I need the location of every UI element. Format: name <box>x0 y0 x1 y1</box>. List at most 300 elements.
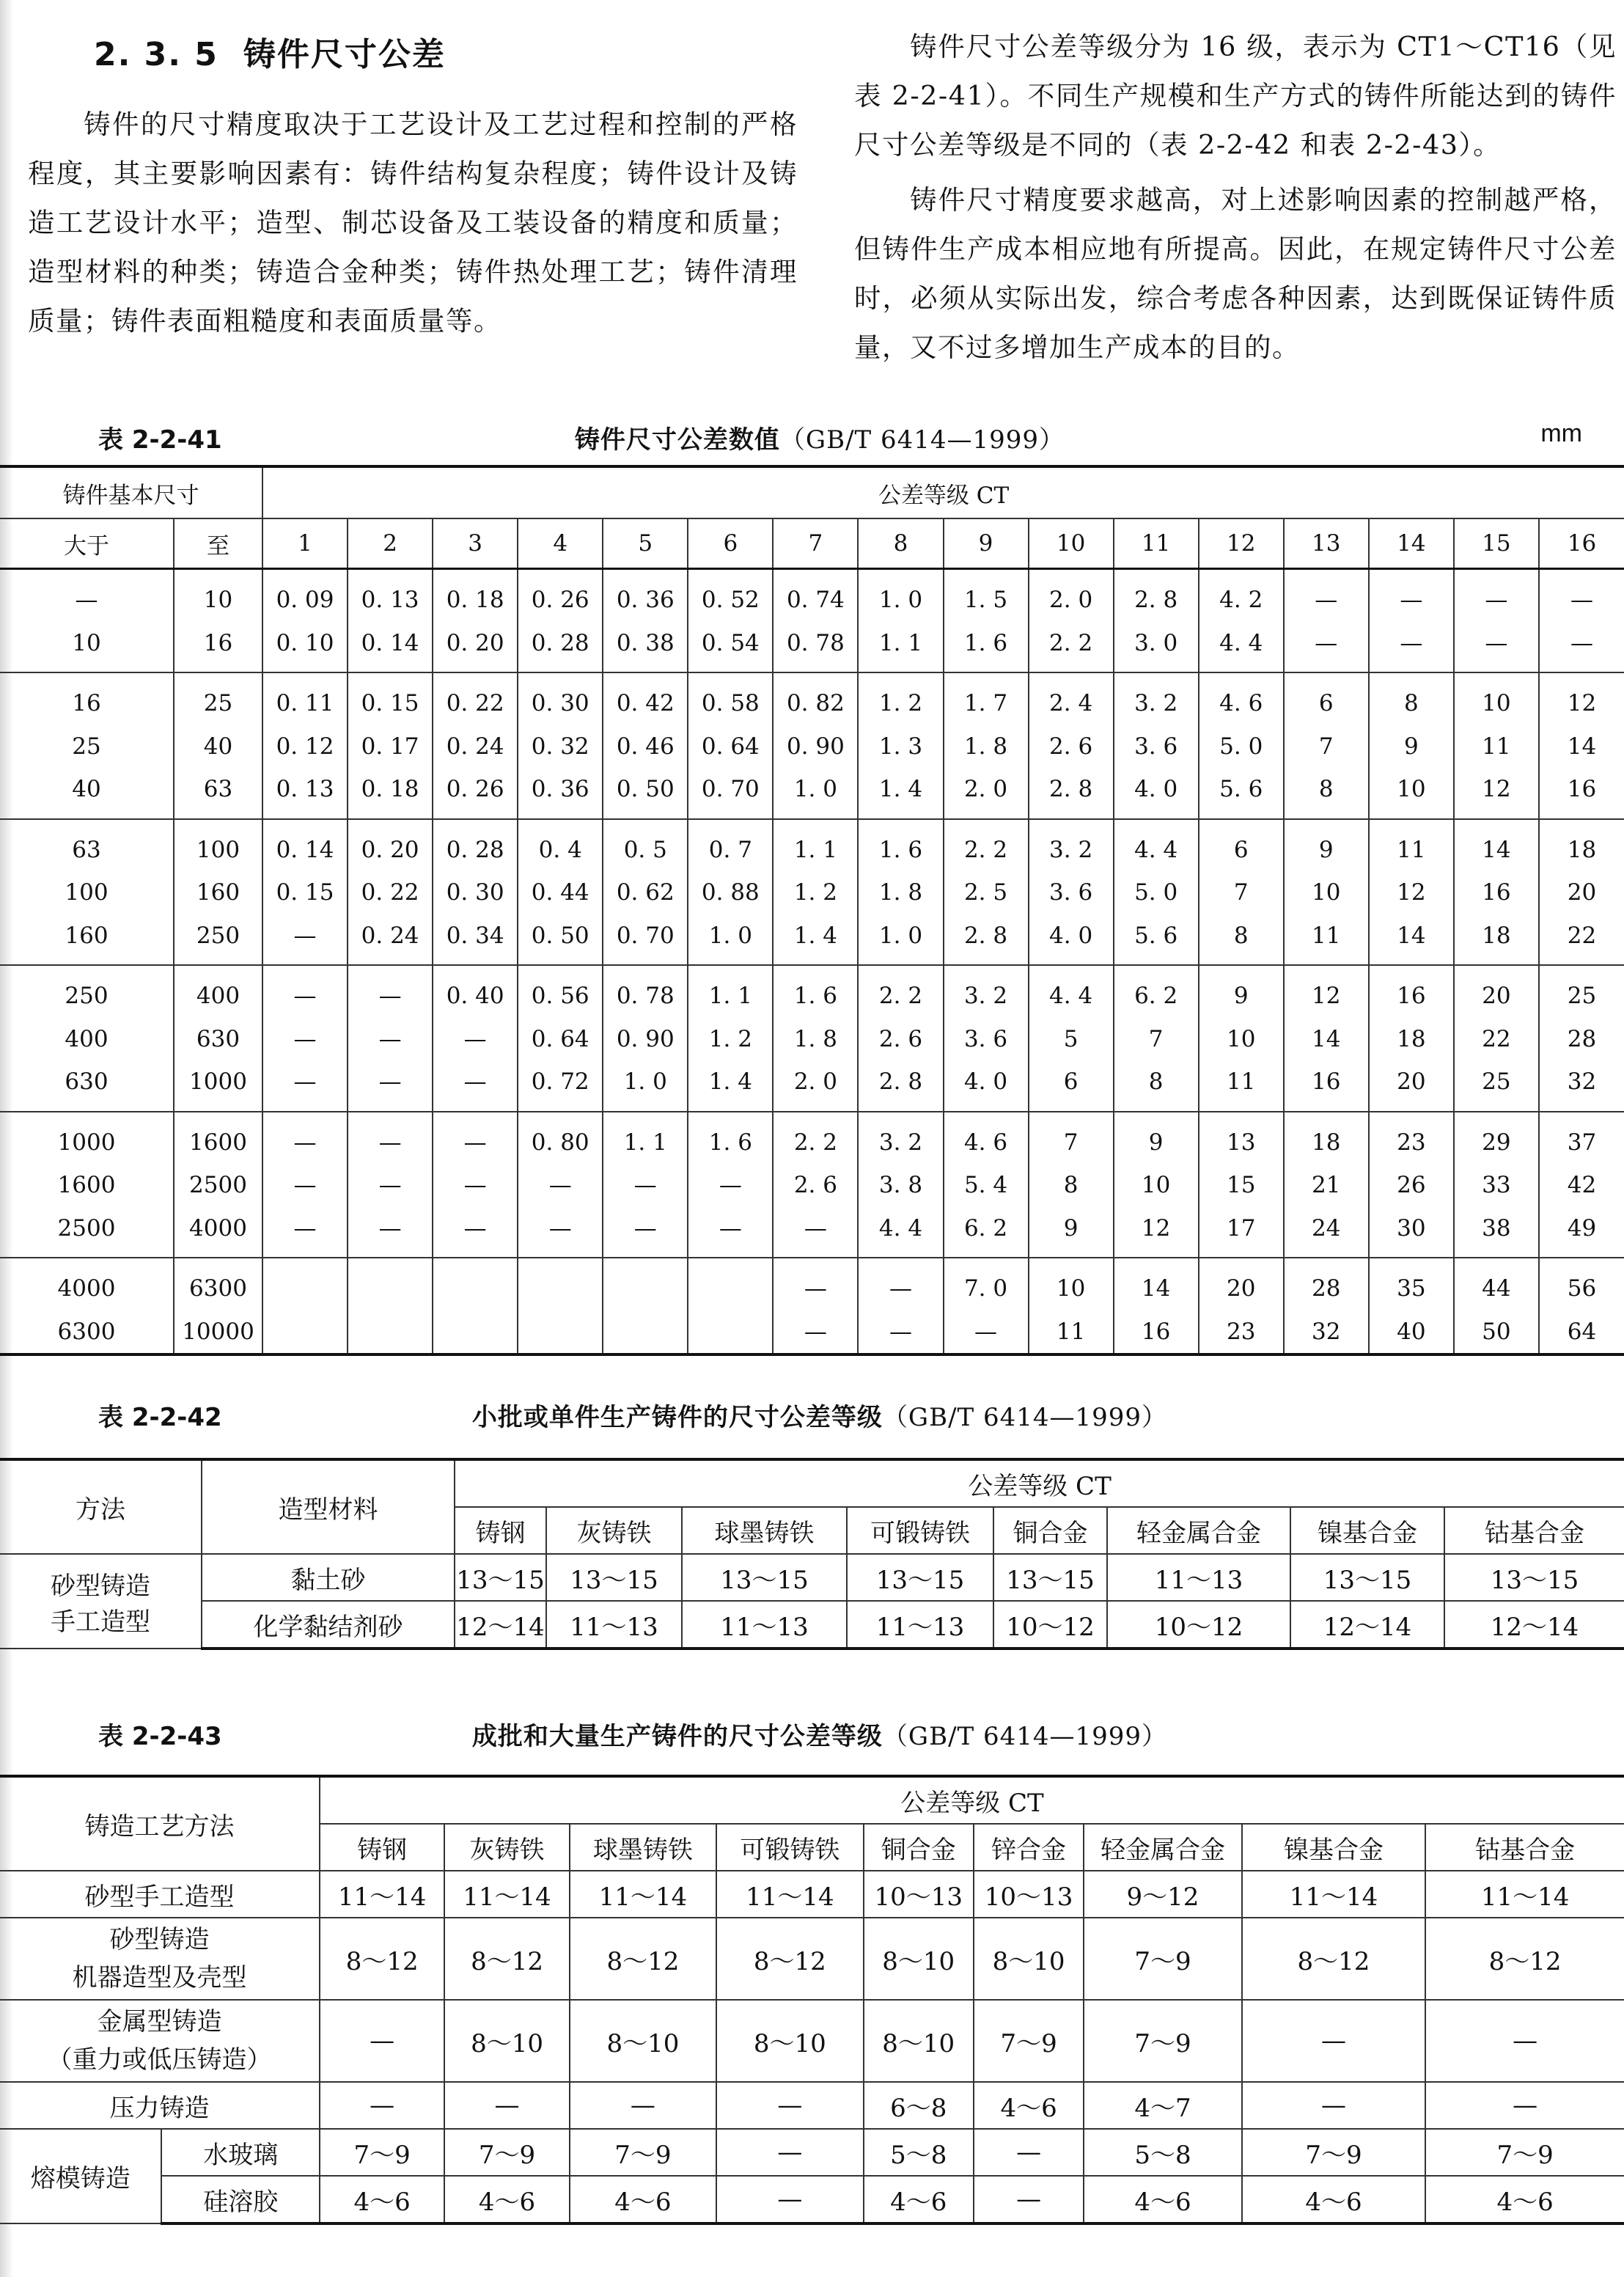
grade-range-cell: 7～9 <box>444 2129 569 2176</box>
tolerance-cell: — <box>348 965 433 1018</box>
alloy-header: 灰铸铁 <box>444 1824 569 1871</box>
grade-range-cell: — <box>320 2082 444 2129</box>
grade-range-cell: — <box>444 2082 569 2129</box>
section-number: 2. 3. 5 <box>94 36 218 73</box>
tolerance-cell: — <box>1284 622 1369 673</box>
data-row <box>0 819 1624 872</box>
tolerance-cell: 21 <box>1284 1164 1369 1207</box>
tolerance-cell: — <box>433 1018 518 1061</box>
tolerance-cell: 14 <box>1114 1258 1199 1310</box>
grade-range-cell: 5～8 <box>1084 2129 1241 2176</box>
size-from-cell: 16 <box>72 690 101 717</box>
binder-cell: 硅溶胶 <box>161 2176 319 2223</box>
right-paragraph-1: 铸件尺寸公差等级分为 16 级，表示为 CT1～CT16（见表 2-2-41）。不同生产规模和生产方式的铸件所能达到的铸件尺寸公差等级是不同的（表 2-2-42 和表 2-2-43）。 <box>854 31 1617 161</box>
grade-header: 3 <box>433 518 518 569</box>
tolerance-cell: 0. 24 <box>433 725 518 769</box>
grade-range-cell: — <box>974 2176 1084 2223</box>
tolerance-cell: 1. 6 <box>773 965 858 1018</box>
size-to-cell: 10000 <box>174 1310 262 1355</box>
column-header-from: 大于 <box>0 518 174 569</box>
tolerance-cell: 4. 0 <box>944 1060 1029 1112</box>
alloy-header: 镍基合金 <box>1242 1824 1426 1871</box>
tolerance-cell: — <box>773 1258 858 1310</box>
tolerance-cell: 18 <box>1284 1112 1369 1165</box>
tolerance-cell: 16 <box>1369 965 1454 1018</box>
tolerance-cell: 3. 6 <box>1029 871 1114 914</box>
tolerance-cell: 25 <box>1539 965 1624 1018</box>
tolerance-cell: 0. 4 <box>518 819 603 872</box>
table-42 <box>0 1458 1624 1650</box>
tolerance-cell: 3. 6 <box>1114 725 1199 769</box>
tolerance-cell: 0. 24 <box>348 914 433 966</box>
grade-range-cell: 8～10 <box>864 1918 974 2000</box>
tolerance-cell: — <box>1539 622 1624 673</box>
tolerance-cell: — <box>262 1164 348 1207</box>
tolerance-cell: 9 <box>1029 1207 1114 1258</box>
tolerance-cell: 2. 2 <box>773 1112 858 1165</box>
tolerance-cell: 37 <box>1539 1112 1624 1165</box>
column-header-method: 方法 <box>0 1459 202 1554</box>
grade-range-cell: — <box>570 2082 716 2129</box>
grade-range-cell: 13～15 <box>1290 1554 1444 1601</box>
tolerance-cell: 0. 14 <box>348 622 433 673</box>
tolerance-cell: 7 <box>1284 725 1369 769</box>
tolerance-cell: 32 <box>1539 1060 1624 1112</box>
tolerance-cell: 28 <box>1284 1258 1369 1310</box>
grade-header: 9 <box>944 518 1029 569</box>
data-row <box>0 1018 1624 1061</box>
method-cell: 砂型铸造 手工造型 <box>0 1554 202 1649</box>
size-from-cell: 6300 <box>0 1310 174 1355</box>
grade-header: 4 <box>518 518 603 569</box>
tolerance-cell: 8 <box>1369 672 1454 725</box>
tolerance-cell: 0. 11 <box>262 672 348 725</box>
grade-range-cell: 10～13 <box>974 1871 1084 1918</box>
column-header-method: 铸造工艺方法 <box>0 1776 320 1871</box>
tolerance-cell: — <box>348 1112 433 1165</box>
table-41-unit: mm <box>1540 419 1582 447</box>
table-41-number: 表 2-2-41 <box>98 425 222 455</box>
column-header-material: 造型材料 <box>202 1459 455 1554</box>
tolerance-cell: 1. 2 <box>688 1018 773 1061</box>
table-43 <box>0 1775 1624 2225</box>
alloy-header: 球墨铸铁 <box>570 1824 716 1871</box>
size-to-cell: 4000 <box>174 1207 262 1258</box>
column-header-to: 至 <box>174 518 262 569</box>
tolerance-cell: 1. 0 <box>858 569 943 622</box>
size-from-cell: — <box>75 587 98 614</box>
tolerance-cell: 5. 4 <box>944 1164 1029 1207</box>
material-cell: 化学黏结剂砂 <box>202 1601 455 1649</box>
tolerance-cell: 2. 0 <box>773 1060 858 1112</box>
size-to-cell: 250 <box>174 914 262 966</box>
size-to-cell: 63 <box>174 768 262 819</box>
investment-casting-cell: 熔模铸造 <box>0 2129 161 2223</box>
tolerance-cell: 0. 90 <box>773 725 858 769</box>
size-from-cell: 4000 <box>57 1275 116 1302</box>
grade-range-cell: 7～9 <box>1425 2129 1624 2176</box>
data-row <box>0 1918 1624 2000</box>
grade-range-cell: — <box>716 2129 863 2176</box>
tolerance-cell: 0. 15 <box>348 672 433 725</box>
grade-range-cell: 8～10 <box>974 1918 1084 2000</box>
size-to-cell: 16 <box>174 622 262 673</box>
table-41-title: 铸件尺寸公差数值（GB/T 6414—1999） <box>574 425 1065 455</box>
data-row <box>0 914 1624 966</box>
data-row <box>0 1601 1624 1649</box>
tolerance-cell: — <box>1369 622 1454 673</box>
data-row <box>0 2129 1624 2176</box>
tolerance-cell: — <box>262 1018 348 1061</box>
tolerance-cell: — <box>688 1207 773 1258</box>
tolerance-cell: 0. 70 <box>603 914 688 966</box>
grade-header: 2 <box>348 518 433 569</box>
tolerance-cell: 24 <box>1284 1207 1369 1258</box>
tolerance-cell: — <box>348 1018 433 1061</box>
tolerance-cell: — <box>858 1258 943 1310</box>
tolerance-cell: 11 <box>1454 725 1539 769</box>
tolerance-cell: 56 <box>1539 1258 1624 1310</box>
grade-range-cell: 10～12 <box>993 1601 1107 1649</box>
tolerance-cell: 0. 52 <box>688 569 773 622</box>
tolerance-cell: 1. 2 <box>773 871 858 914</box>
size-from-cell: 250 <box>65 983 109 1010</box>
grade-header: 12 <box>1199 518 1284 569</box>
tolerance-cell: 50 <box>1454 1310 1539 1355</box>
data-row <box>0 871 1624 914</box>
grade-range-cell: 11～14 <box>320 1871 444 1918</box>
table-41-header-row <box>0 466 1624 518</box>
tolerance-cell <box>433 1310 518 1355</box>
tolerance-cell: 0. 22 <box>348 871 433 914</box>
tolerance-cell: — <box>262 1112 348 1165</box>
tolerance-cell: 6 <box>1199 819 1284 872</box>
grade-range-cell: 8～12 <box>1242 1918 1426 2000</box>
table-42-title: 小批或单件生产铸件的尺寸公差等级（GB/T 6414—1999） <box>471 1403 1168 1432</box>
grade-header: 7 <box>773 518 858 569</box>
grade-range-cell: 4～6 <box>974 2082 1084 2129</box>
tolerance-cell: 22 <box>1454 1018 1539 1061</box>
tolerance-cell: 0. 42 <box>603 672 688 725</box>
data-row <box>0 1164 1624 1207</box>
tolerance-cell: 10 <box>1029 1258 1114 1310</box>
tolerance-cell: 0. 36 <box>518 768 603 819</box>
data-row <box>0 622 1624 673</box>
tolerance-cell: 4. 0 <box>1114 768 1199 819</box>
right-column <box>854 22 1617 372</box>
size-to-cell: 10 <box>174 569 262 622</box>
tolerance-cell: 7. 0 <box>944 1258 1029 1310</box>
grade-range-cell: 7～9 <box>320 2129 444 2176</box>
tolerance-cell: 4. 6 <box>1199 672 1284 725</box>
grade-range-cell: — <box>1242 2000 1426 2082</box>
tolerance-cell: 20 <box>1539 871 1624 914</box>
tolerance-cell: 0. 50 <box>603 768 688 819</box>
tolerance-cell: 64 <box>1539 1310 1624 1355</box>
tolerance-cell: 0. 15 <box>262 871 348 914</box>
tolerance-cell: 0. 72 <box>518 1060 603 1112</box>
grade-range-cell: 4～6 <box>864 2176 974 2223</box>
tolerance-cell: 0. 17 <box>348 725 433 769</box>
tolerance-cell: 26 <box>1369 1164 1454 1207</box>
grade-range-cell: 4～7 <box>1084 2082 1241 2129</box>
alloy-header: 可锻铸铁 <box>716 1824 863 1871</box>
tolerance-cell <box>688 1310 773 1355</box>
alloy-header: 灰铸铁 <box>546 1507 682 1554</box>
grade-range-cell: 4～6 <box>570 2176 716 2223</box>
tolerance-cell: 1. 7 <box>944 672 1029 725</box>
tolerance-cell: — <box>1369 569 1454 622</box>
tolerance-cell: — <box>348 1060 433 1112</box>
tolerance-cell: 18 <box>1369 1018 1454 1061</box>
tolerance-cell: 12 <box>1284 965 1369 1018</box>
grade-range-cell: — <box>1242 2082 1426 2129</box>
tolerance-cell: 16 <box>1539 768 1624 819</box>
tolerance-cell: 2. 2 <box>944 819 1029 872</box>
tolerance-cell: 38 <box>1454 1207 1539 1258</box>
grade-range-cell: 9～12 <box>1084 1871 1241 1918</box>
grade-range-cell: 8～10 <box>570 2000 716 2082</box>
grade-range-cell: 10～13 <box>864 1871 974 1918</box>
tolerance-cell: 23 <box>1199 1310 1284 1355</box>
tolerance-cell: 12 <box>1454 768 1539 819</box>
tolerance-cell: 0. 58 <box>688 672 773 725</box>
tolerance-cell: — <box>262 965 348 1018</box>
tolerance-cell: 4. 2 <box>1199 569 1284 622</box>
alloy-header: 轻金属合金 <box>1084 1824 1241 1871</box>
column-header-grade: 公差等级 CT <box>320 1776 1624 1824</box>
tolerance-cell: 0. 14 <box>262 819 348 872</box>
tolerance-cell: 7 <box>1029 1112 1114 1165</box>
data-row <box>0 1207 1624 1258</box>
tolerance-cell: 20 <box>1454 965 1539 1018</box>
tolerance-cell: 1. 5 <box>944 569 1029 622</box>
tolerance-cell: 20 <box>1199 1258 1284 1310</box>
tolerance-cell: 1. 1 <box>858 622 943 673</box>
tolerance-cell: — <box>1284 569 1369 622</box>
tolerance-cell <box>348 1310 433 1355</box>
grade-range-cell: 11～14 <box>444 1871 569 1918</box>
tolerance-cell: 23 <box>1369 1112 1454 1165</box>
tolerance-cell: 0. 18 <box>433 569 518 622</box>
tolerance-cell: 12 <box>1539 672 1624 725</box>
grade-range-cell: 11～14 <box>1425 1871 1624 1918</box>
tolerance-cell: — <box>1539 569 1624 622</box>
data-row <box>0 1871 1624 1918</box>
table-43-header-row <box>0 1776 1624 1824</box>
tolerance-cell <box>603 1310 688 1355</box>
tolerance-cell: 0. 26 <box>518 569 603 622</box>
size-to-cell: 100 <box>174 819 262 872</box>
tolerance-cell: 0. 82 <box>773 672 858 725</box>
tolerance-cell: 0. 70 <box>688 768 773 819</box>
tolerance-cell: 10 <box>1284 871 1369 914</box>
material-cell: 黏土砂 <box>202 1554 455 1601</box>
tolerance-cell: 17 <box>1199 1207 1284 1258</box>
tolerance-cell: 18 <box>1454 914 1539 966</box>
tolerance-cell: 6. 2 <box>1114 965 1199 1018</box>
tolerance-cell: — <box>433 1164 518 1207</box>
grade-range-cell: — <box>974 2129 1084 2176</box>
tolerance-cell: 0. 12 <box>262 725 348 769</box>
tolerance-cell: 6 <box>1284 672 1369 725</box>
grade-header: 16 <box>1539 518 1624 569</box>
size-from-cell: 63 <box>72 836 101 863</box>
tolerance-cell: 5. 0 <box>1114 871 1199 914</box>
tolerance-cell: 11 <box>1369 819 1454 872</box>
tolerance-cell: 0. 54 <box>688 622 773 673</box>
table-41 <box>0 465 1624 1356</box>
grade-range-cell: — <box>716 2082 863 2129</box>
tolerance-cell <box>348 1258 433 1310</box>
tolerance-cell: 1. 4 <box>773 914 858 966</box>
tolerance-cell: — <box>262 1060 348 1112</box>
tolerance-cell: 10 <box>1114 1164 1199 1207</box>
grade-range-cell: 5～8 <box>864 2129 974 2176</box>
tolerance-cell: 0. 50 <box>518 914 603 966</box>
tolerance-cell: — <box>433 1112 518 1165</box>
grade-header: 6 <box>688 518 773 569</box>
tolerance-cell: 0. 09 <box>262 569 348 622</box>
alloy-header: 铸钢 <box>320 1824 444 1871</box>
size-to-cell: 1000 <box>174 1060 262 1112</box>
tolerance-cell: 1. 0 <box>688 914 773 966</box>
tolerance-cell <box>262 1258 348 1310</box>
size-from-cell: 40 <box>0 768 174 819</box>
grade-range-cell: 11～14 <box>570 1871 716 1918</box>
tolerance-cell: 6. 2 <box>944 1207 1029 1258</box>
tolerance-cell: 1. 8 <box>773 1018 858 1061</box>
tolerance-cell: 4. 4 <box>1199 622 1284 673</box>
tolerance-cell: 9 <box>1284 819 1369 872</box>
tolerance-cell: 25 <box>1454 1060 1539 1112</box>
grade-header: 5 <box>603 518 688 569</box>
data-row <box>0 672 1624 725</box>
tolerance-cell: 2. 8 <box>944 914 1029 966</box>
tolerance-cell: 2. 8 <box>858 1060 943 1112</box>
tolerance-cell: 1. 8 <box>944 725 1029 769</box>
tolerance-cell: 0. 62 <box>603 871 688 914</box>
method-cell: 压力铸造 <box>0 2082 320 2129</box>
tolerance-cell: 0. 18 <box>348 768 433 819</box>
data-row <box>0 2176 1624 2223</box>
tolerance-cell: 0. 13 <box>348 569 433 622</box>
tolerance-cell: 6 <box>1029 1060 1114 1112</box>
data-row <box>0 1554 1624 1601</box>
table-43-number: 表 2-2-43 <box>98 1722 222 1751</box>
tolerance-cell <box>603 1258 688 1310</box>
method-cell: 金属型铸造 （重力或低压铸造） <box>0 2000 320 2082</box>
tolerance-cell: 4. 0 <box>1029 914 1114 966</box>
size-to-cell: 6300 <box>174 1258 262 1310</box>
tolerance-cell: 40 <box>1369 1310 1454 1355</box>
tolerance-cell: 1. 4 <box>688 1060 773 1112</box>
tolerance-cell: 1. 6 <box>688 1112 773 1165</box>
tolerance-cell: 0. 88 <box>688 871 773 914</box>
grade-range-cell: 8～12 <box>320 1918 444 2000</box>
tolerance-cell: 29 <box>1454 1112 1539 1165</box>
tolerance-cell: 44 <box>1454 1258 1539 1310</box>
tolerance-cell: — <box>433 1207 518 1258</box>
tolerance-cell: — <box>348 1207 433 1258</box>
section-heading <box>94 28 798 75</box>
tolerance-cell: 8 <box>1114 1060 1199 1112</box>
tolerance-cell: 3. 2 <box>1114 672 1199 725</box>
tolerance-cell: — <box>262 1207 348 1258</box>
tolerance-cell: 0. 20 <box>433 622 518 673</box>
grade-range-cell: 11～13 <box>847 1601 993 1649</box>
grade-range-cell: 11～13 <box>682 1601 847 1649</box>
tolerance-cell: 10 <box>1454 672 1539 725</box>
tolerance-cell: 0. 74 <box>773 569 858 622</box>
tolerance-cell: 2. 8 <box>1029 768 1114 819</box>
column-header-grade: 公差等级 CT <box>455 1459 1624 1507</box>
tolerance-cell: 0. 7 <box>688 819 773 872</box>
grade-range-cell: 13～15 <box>455 1554 546 1601</box>
tolerance-cell: 0. 36 <box>603 569 688 622</box>
tolerance-cell: 3. 6 <box>944 1018 1029 1061</box>
alloy-header: 铸钢 <box>455 1507 546 1554</box>
table-42-header-row <box>0 1459 1624 1507</box>
tolerance-cell: 1. 6 <box>944 622 1029 673</box>
grade-header: 15 <box>1454 518 1539 569</box>
tolerance-cell: 18 <box>1539 819 1624 872</box>
tolerance-cell: 7 <box>1199 871 1284 914</box>
tolerance-cell: — <box>603 1207 688 1258</box>
tolerance-cell: 0. 64 <box>518 1018 603 1061</box>
tolerance-cell: 35 <box>1369 1258 1454 1310</box>
size-to-cell: 630 <box>174 1018 262 1061</box>
size-to-cell: 160 <box>174 871 262 914</box>
tolerance-cell: 2. 2 <box>1029 622 1114 673</box>
tolerance-cell: 14 <box>1284 1018 1369 1061</box>
tolerance-cell: 8 <box>1284 768 1369 819</box>
alloy-header: 轻金属合金 <box>1107 1507 1290 1554</box>
tolerance-cell: — <box>1454 569 1539 622</box>
tolerance-cell: 4. 4 <box>858 1207 943 1258</box>
tolerance-cell: — <box>518 1164 603 1207</box>
tolerance-cell: — <box>688 1164 773 1207</box>
tolerance-cell <box>518 1258 603 1310</box>
alloy-header: 镍基合金 <box>1290 1507 1444 1554</box>
grade-range-cell: — <box>320 2000 444 2082</box>
size-to-cell: 400 <box>174 965 262 1018</box>
tolerance-cell: 1. 1 <box>603 1112 688 1165</box>
size-from-cell: 400 <box>65 1025 109 1052</box>
method-cell: 砂型手工造型 <box>0 1871 320 1918</box>
grade-range-cell: 4～6 <box>1425 2176 1624 2223</box>
alloy-header: 钴基合金 <box>1444 1507 1624 1554</box>
grade-range-cell: 8～10 <box>444 2000 569 2082</box>
table-42-caption <box>28 1397 1612 1434</box>
data-row <box>0 1258 1624 1310</box>
data-row <box>0 2000 1624 2082</box>
tolerance-cell: 0. 28 <box>433 819 518 872</box>
tolerance-cell: — <box>603 1164 688 1207</box>
tolerance-cell: 10 <box>1199 1018 1284 1061</box>
column-header-grade: 公差等级 CT <box>262 466 1624 518</box>
grade-range-cell: 13～15 <box>847 1554 993 1601</box>
alloy-header: 钴基合金 <box>1425 1824 1624 1871</box>
size-from-cell: 100 <box>65 879 109 906</box>
tolerance-cell: 13 <box>1199 1112 1284 1165</box>
tolerance-cell: 0. 20 <box>348 819 433 872</box>
size-to-cell: 2500 <box>174 1164 262 1207</box>
tolerance-cell: 2. 2 <box>858 965 943 1018</box>
tolerance-cell: 0. 80 <box>518 1112 603 1165</box>
grade-range-cell: 10～12 <box>1107 1601 1290 1649</box>
tolerance-cell: 0. 30 <box>433 871 518 914</box>
